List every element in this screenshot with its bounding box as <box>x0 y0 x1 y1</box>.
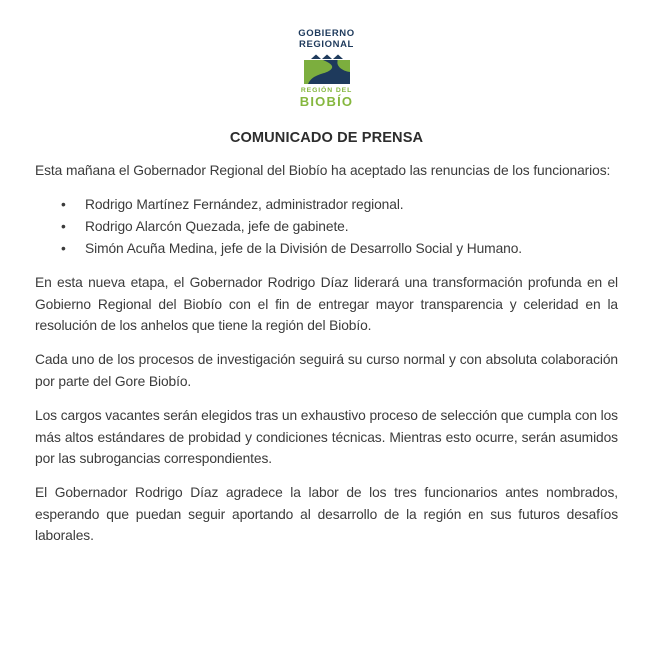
logo-org-line2: REGIONAL <box>299 39 354 50</box>
body-paragraph: Cada uno de los procesos de investigación seguirá su curso normal y con absoluta colaboración por parte del Gore Biobío. <box>35 352 618 389</box>
intro-paragraph: Esta mañana el Gobernador Regional del Biobío ha aceptado las renuncias de los funcionarios: <box>35 163 611 178</box>
list-item-text: Rodrigo Alarcón Quezada, jefe de gabinete. <box>85 218 349 234</box>
body-paragraph: Los cargos vacantes serán elegidos tras un exhaustivo proceso de selección que cumpla con los más altos estándares de probidad y condiciones técnicas. Mientras esto ocurre, serán asumidos por las subrogancias correspondientes. <box>35 407 618 467</box>
list-item-text: Simón Acuña Medina, jefe de la División de Desarrollo Social y Humano. <box>85 240 523 256</box>
resignations-list <box>35 194 618 259</box>
mountains-icon <box>311 55 343 60</box>
body-paragraph: En esta nueva etapa, el Gobernador Rodrigo Díaz liderará una transformación profunda en el Gobierno Regional del Biobío con el fin de entregar mayor transparencia y celeridad en la resolución de los anhelos que tiene la región del Biobío. <box>35 274 618 334</box>
body-paragraph: El Gobernador Rodrigo Díaz agradece la labor de los tres funcionarios antes nombrados, esperando que puedan seguir aportando al desarrollo de la región en sus futuros desafíos laborales. <box>35 485 618 544</box>
bullet-icon: • <box>61 240 66 256</box>
press-release-title: COMUNICADO DE PRENSA <box>229 130 424 146</box>
logo-org-line1: GOBIERNO <box>298 28 355 39</box>
list-item <box>35 194 618 216</box>
bullet-icon: • <box>61 218 66 234</box>
river-mountains-emblem-icon <box>304 53 350 84</box>
list-item <box>35 216 618 238</box>
logo-region-line2: BIOBÍO <box>299 94 354 109</box>
logo-region-line1: REGIÓN DEL <box>300 87 353 94</box>
list-item-text: Rodrigo Martínez Fernández, administrador regional. <box>85 197 404 213</box>
gore-biobio-logo <box>267 28 387 109</box>
press-release-body <box>35 160 618 547</box>
list-item <box>35 238 618 260</box>
bullet-icon: • <box>61 197 66 213</box>
